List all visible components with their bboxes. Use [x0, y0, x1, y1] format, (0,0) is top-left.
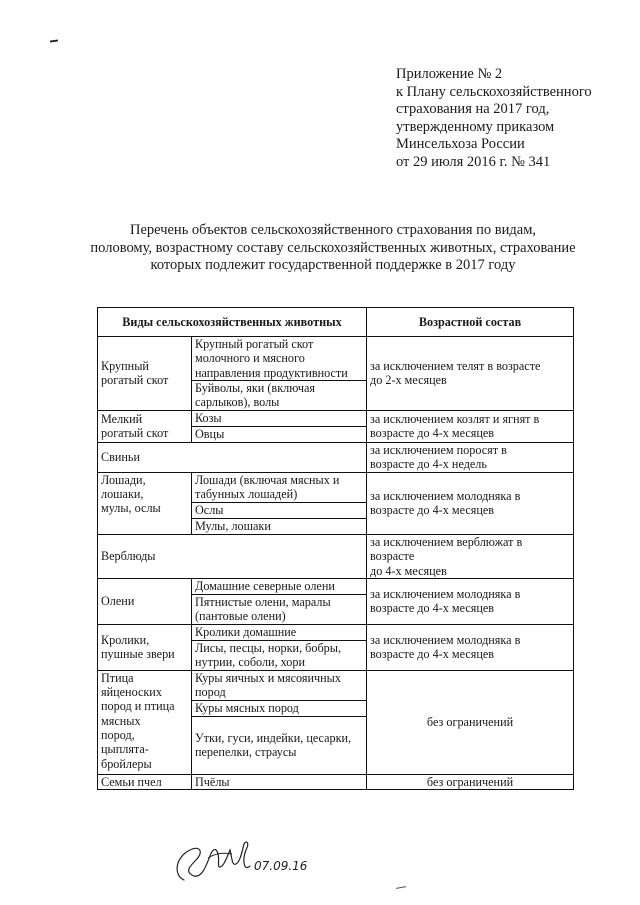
sub-rabbits: Кролики домашние [192, 624, 367, 640]
sub-bees: Пчёлы [192, 774, 367, 789]
table-row [98, 410, 574, 426]
age-pigs: за исключением поросят в возрасте до 4-х недель [367, 442, 574, 472]
scan-dash [396, 886, 406, 889]
handwritten-signature [170, 836, 320, 888]
signature-scribble [170, 836, 320, 888]
appendix-line: утвержденному приказом [396, 118, 555, 135]
group-camels: Верблюды [98, 534, 367, 578]
table-row [98, 442, 574, 472]
age-deer: за исключением молодняка в возрасте до 4-х месяцев [367, 578, 574, 624]
table-row [98, 472, 574, 502]
header-age: Возрастной состав [367, 308, 574, 337]
scan-mark [50, 39, 58, 42]
appendix-line: к Плану сельскохозяйственного [396, 83, 592, 100]
sub-donkeys: Ослы [192, 502, 367, 518]
title-line: половому, возрастному составу сельскохозяйственных животных, страхование [90, 239, 576, 256]
table-row [98, 624, 574, 640]
appendix-line: Минсельхоза России [396, 136, 525, 153]
group-rabbits: Кролики, пушные звери [98, 624, 192, 670]
group-pigs: Свиньи [98, 442, 367, 472]
appendix-header [396, 66, 626, 172]
group-horses: Лошади, лошаки, мулы, ослы [98, 472, 192, 534]
animals-table [97, 307, 574, 790]
appendix-line: страхования на 2017 год, [396, 101, 550, 118]
signature-date: 07.09.16 [254, 859, 308, 873]
group-bees: Семьи пчел [98, 774, 192, 789]
sub-cattle-dairy-meat: Крупный рогатый скот молочного и мясного направления продуктивности [192, 337, 367, 381]
title-line: которых подлежит государственной поддержке в 2017 году [150, 257, 516, 274]
table-row [98, 670, 574, 700]
sub-egg-hens: Куры яичных и мясояичных пород [192, 670, 367, 700]
table-row [98, 337, 574, 381]
group-cattle: Крупный рогатый скот [98, 337, 192, 411]
age-cattle: за исключением телят в возрасте до 2-х месяцев [367, 337, 574, 411]
sub-ducks-geese: Утки, гуси, индейки, цесарки, перепелки, страусы [192, 716, 367, 774]
age-camels: за исключением верблюжат в возрасте до 4-х месяцев [367, 534, 574, 578]
appendix-line: Приложение № 2 [396, 66, 503, 82]
header-animals: Виды сельскохозяйственных животных [98, 308, 367, 337]
age-bees: без ограничений [367, 774, 574, 789]
sub-reindeer: Домашние северные олени [192, 578, 367, 594]
sub-meat-hens: Куры мясных пород [192, 700, 367, 716]
appendix-line: от 29 июля 2016 г. № 341 [396, 153, 551, 170]
group-small-ruminants: Мелкий рогатый скот [98, 410, 192, 442]
table-row [98, 774, 574, 789]
table-header-row [98, 308, 574, 337]
group-poultry: Птица яйценоских пород и птица мясных пород, цыплята- бройлеры [98, 670, 192, 774]
document-title [60, 222, 606, 275]
table-row [98, 578, 574, 594]
table-row [98, 534, 574, 578]
sub-goats: Козы [192, 410, 367, 426]
age-poultry: без ограничений [367, 670, 574, 774]
sub-buffalo: Буйволы, яки (включая сарлыков), волы [192, 380, 367, 410]
title-line: Перечень объектов сельскохозяйственного страхования по видам, [129, 222, 537, 238]
sub-fur-animals: Лисы, песцы, норки, бобры, нутрии, соболи, хори [192, 640, 367, 670]
sub-spotted-deer: Пятнистые олени, маралы (пантовые олени) [192, 594, 367, 624]
age-rabbits: за исключением молодняка в возрасте до 4-х месяцев [367, 624, 574, 670]
sub-horses: Лошади (включая мясных и табунных лошадей) [192, 472, 367, 502]
age-horses: за исключением молодняка в возрасте до 4-х месяцев [367, 472, 574, 534]
sub-mules: Мулы, лошаки [192, 518, 367, 534]
sub-sheep: Овцы [192, 426, 367, 442]
age-small-ruminants: за исключением козлят и ягнят в возрасте до 4-х месяцев [367, 410, 574, 442]
group-deer: Олени [98, 578, 192, 624]
